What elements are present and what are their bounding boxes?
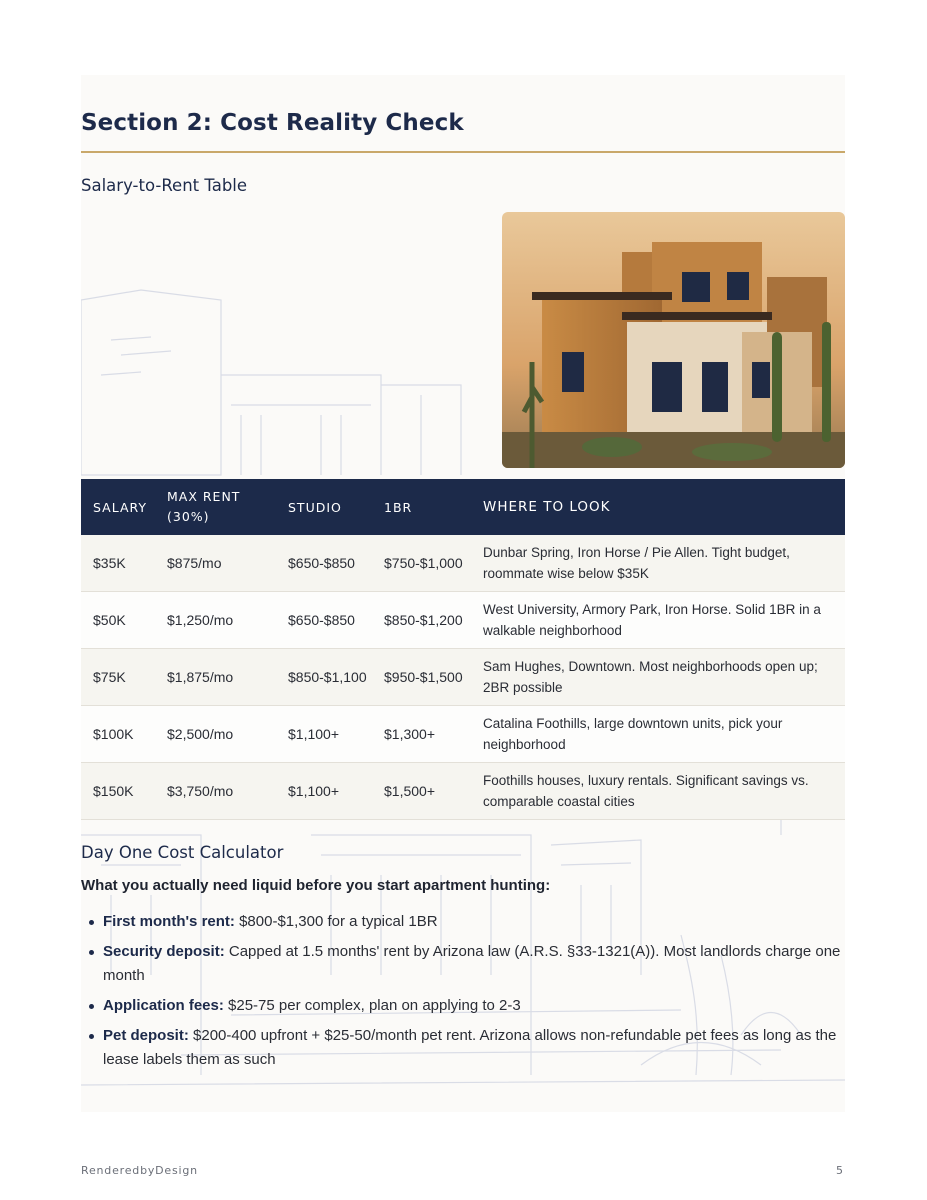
where-to-look-cell: Sam Hughes, Downtown. Most neighborhoods open up; 2BR possible — [483, 659, 818, 695]
where-to-look-cell: West University, Armory Park, Iron Horse. Solid 1BR in a walkable neighborhood — [483, 602, 821, 638]
item-label: First month's rent: — [103, 913, 235, 930]
list-item — [81, 940, 841, 988]
1br-cell: $1,500+ — [384, 783, 435, 799]
item-label: Security deposit: — [103, 943, 225, 960]
item-text: $200-400 upfront + $25-50/month pet rent. Arizona allows non-refundable pet fees as long as the lease labels them as such — [103, 1027, 837, 1068]
studio-cell: $850-$1,100 — [288, 669, 367, 685]
salary-cell: $35K — [93, 555, 126, 571]
section-title: Section 2: Cost Reality Check — [81, 110, 464, 136]
salary-cell: $50K — [93, 612, 126, 628]
max-rent-cell: $3,750/mo — [167, 783, 234, 799]
header-max-rent: MAX RENT (30%) — [167, 489, 241, 524]
salary-cell: $100K — [93, 726, 134, 742]
table-row — [81, 535, 845, 592]
studio-cell: $1,100+ — [288, 726, 339, 742]
where-to-look-cell: Foothills houses, luxury rentals. Significant savings vs. comparable coastal cities — [483, 773, 809, 809]
max-rent-cell: $875/mo — [167, 555, 222, 571]
max-rent-cell: $1,875/mo — [167, 669, 234, 685]
salary-cell: $75K — [93, 669, 126, 685]
salary-cell: $150K — [93, 783, 134, 799]
title-divider — [81, 151, 845, 153]
1br-cell: $750-$1,000 — [384, 555, 463, 571]
header-salary: SALARY — [93, 499, 148, 515]
where-to-look-cell: Dunbar Spring, Iron Horse / Pie Allen. Tight budget, roommate wise below $35K — [483, 545, 790, 581]
1br-cell: $950-$1,500 — [384, 669, 463, 685]
max-rent-cell: $1,250/mo — [167, 612, 234, 628]
table-section-title: Salary-to-Rent Table — [81, 176, 248, 195]
table-row — [81, 649, 845, 706]
item-text: $800-$1,300 for a typical 1BR — [234, 913, 438, 930]
table-row — [81, 706, 845, 763]
calculator-title: Day One Cost Calculator — [81, 843, 284, 862]
studio-cell: $650-$850 — [288, 555, 355, 571]
studio-cell: $650-$850 — [288, 612, 355, 628]
page-number: 5 — [836, 1164, 843, 1177]
where-to-look-cell: Catalina Foothills, large downtown units, pick your neighborhood — [483, 716, 783, 752]
header-1br: 1BR — [384, 499, 413, 515]
item-label: Pet deposit: — [103, 1027, 189, 1044]
table-header-row — [81, 479, 845, 535]
list-item — [81, 1024, 841, 1072]
1br-cell: $850-$1,200 — [384, 612, 463, 628]
header-where-to-look: WHERE TO LOOK — [483, 498, 611, 515]
1br-cell: $1,300+ — [384, 726, 435, 742]
header-studio: STUDIO — [288, 499, 342, 515]
studio-cell: $1,100+ — [288, 783, 339, 799]
footer-brand: RenderedbyDesign — [81, 1164, 198, 1177]
item-label: Application fees: — [103, 997, 224, 1014]
calculator-lead: What you actually need liquid before you start apartment hunting: — [81, 877, 551, 894]
table-row — [81, 763, 845, 820]
cost-list — [81, 910, 841, 1078]
list-item — [81, 994, 841, 1018]
table-row — [81, 592, 845, 649]
adobe-house-photo — [502, 212, 845, 468]
item-text: $25-75 per complex, plan on applying to 2-3 — [223, 997, 521, 1014]
item-text: Capped at 1.5 months' rent by Arizona law (A.R.S. §33-1321(A)). Most landlords charge one month — [103, 943, 841, 984]
salary-to-rent-table — [81, 479, 845, 820]
list-item — [81, 910, 841, 934]
max-rent-cell: $2,500/mo — [167, 726, 234, 742]
